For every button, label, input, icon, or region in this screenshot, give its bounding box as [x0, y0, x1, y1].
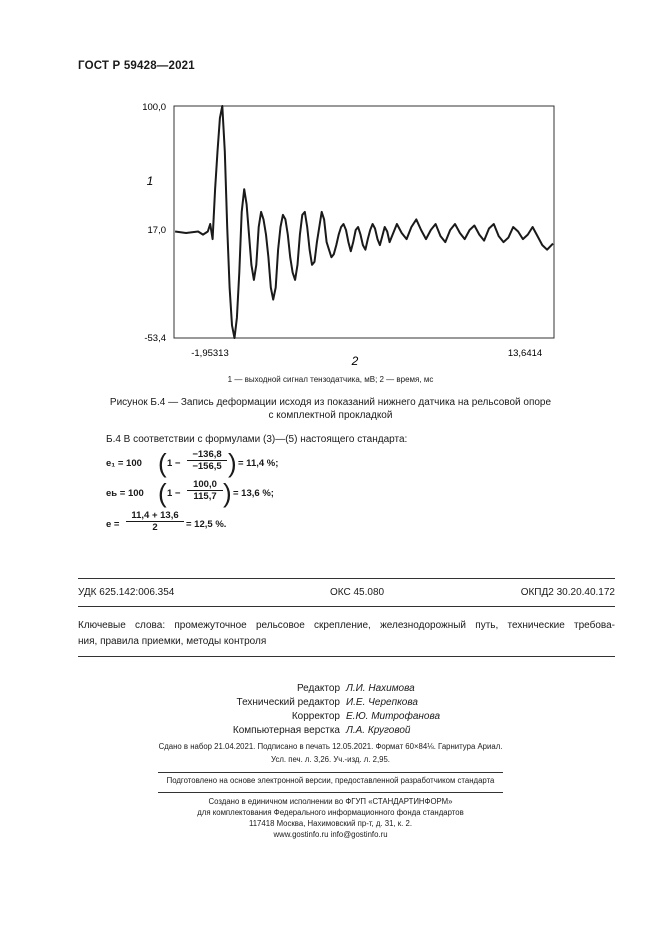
imprint-line1: Сдано в набор 21.04.2021. Подписано в печать 12.05.2021. Формат 60×84⅛. Гарнитура Ариал.	[158, 742, 503, 751]
divider-imprint	[158, 772, 503, 773]
divider-classification	[78, 606, 615, 607]
imprint-line2: Усл. печ. л. 3,26. Уч.-изд. л. 2,95.	[271, 755, 390, 764]
staff-layout	[100, 724, 540, 738]
formula-eb-denominator: 115,7	[193, 491, 217, 502]
formula-eb-rhs: = 13,6 %;	[233, 488, 274, 499]
y-axis-label: 1	[146, 174, 154, 188]
formula-eb-numerator: 100,0	[187, 479, 223, 491]
formula-e-numerator: 11,4 + 13,6	[126, 510, 184, 522]
formula-e-rhs: = 12,5 %.	[186, 519, 227, 530]
formula-eb	[106, 479, 406, 509]
imprint-line7: www.gostinfo.ru info@gostinfo.ru	[273, 830, 388, 839]
okpd-code: ОКПД2 30.20.40.172	[520, 587, 615, 598]
udk-code: УДК 625.142:006.354	[78, 587, 175, 598]
staff-editor	[100, 682, 540, 696]
imprint-line3: Подготовлено на основе электронной версии, предоставленной разработчиком стандарта	[166, 776, 495, 785]
divider-source	[158, 792, 503, 793]
signal-line	[175, 106, 553, 338]
staff-name: Л.И. Нахимова	[346, 683, 415, 694]
x-axis-label: 2	[351, 354, 359, 368]
figure-caption-line2: с комплектной прокладкой	[268, 409, 393, 421]
staff-role: Компьютерная верстка	[232, 725, 340, 736]
deformation-chart	[0, 0, 661, 400]
formula-e1-fraction	[187, 449, 227, 472]
keywords	[78, 618, 615, 650]
oks-code: ОКС 45.080	[330, 587, 385, 598]
imprint-line6: 117418 Москва, Нахимовский пр-т, д. 31, к. 2.	[248, 819, 413, 828]
formula-e-fraction	[126, 510, 184, 533]
section-b4-text: Б.4 В соответствии с формулами (3)—(5) настоящего стандарта:	[106, 434, 408, 445]
formula-e1-rhs: = 11,4 %;	[238, 458, 279, 469]
formula-e1-one: 1 −	[167, 458, 181, 469]
imprint-line5: для комплектования Федерального информационного фонда стандартов	[197, 808, 464, 817]
formula-e-denominator: 2	[152, 522, 158, 533]
staff-role: Редактор	[296, 683, 340, 694]
formula-e	[106, 510, 406, 540]
formula-e1	[106, 449, 406, 479]
divider-keywords	[78, 656, 615, 657]
formula-e1-denominator: −156,5	[192, 461, 222, 472]
keywords-line1: Ключевые слова: промежуточное рельсовое скрепление, железнодорожный путь, технические требова-	[78, 620, 615, 631]
figure-caption	[100, 397, 561, 422]
x-tick-right: 13,6414	[507, 348, 543, 359]
staff-name: И.Е. Черепкова	[346, 697, 418, 708]
figure-legend-note: 1 — выходной сигнал тензодатчика, мВ; 2 — время, мс	[227, 375, 434, 384]
formula-e-lhs: e =	[106, 519, 120, 530]
staff-name: Е.Ю. Митрофанова	[346, 711, 441, 722]
staff-corrector	[100, 710, 540, 724]
y-tick-mid: 17,0	[147, 225, 166, 236]
y-tick-top: 100,0	[142, 102, 166, 113]
y-tick-bottom: -53,4	[144, 333, 166, 344]
formula-e1-paren-close: )	[228, 448, 237, 478]
formula-eb-paren-close: )	[223, 478, 232, 508]
formula-eb-fraction	[187, 479, 223, 502]
staff-role: Корректор	[291, 711, 340, 722]
staff-role: Технический редактор	[236, 697, 340, 708]
formula-e1-numerator: −136,8	[187, 449, 227, 461]
formula-e1-paren-open: (	[158, 448, 167, 478]
formula-eb-paren-open: (	[158, 478, 167, 508]
imprint-line4: Создано в единичном исполнении во ФГУП «СТАНДАРТИНФОРМ»	[208, 797, 453, 806]
divider-top	[78, 578, 615, 579]
formula-e1-lhs: e₁ = 100	[106, 458, 142, 469]
chart-marks	[175, 106, 553, 338]
staff-name: Л.А. Круговой	[346, 725, 411, 736]
keywords-line2: ния, правила приемки, методы контроля	[78, 636, 267, 647]
formula-eb-lhs: eь = 100	[106, 488, 144, 499]
standard-code: ГОСТ Р 59428—2021	[78, 60, 195, 72]
staff-tech-editor	[100, 696, 540, 710]
formula-eb-one: 1 −	[167, 488, 181, 499]
figure-caption-line1: Рисунок Б.4 — Запись деформации исходя из показаний нижнего датчика на рельсовой опоре	[109, 397, 552, 408]
x-tick-left: -1,95313	[191, 348, 229, 359]
staff-credits	[100, 682, 540, 738]
